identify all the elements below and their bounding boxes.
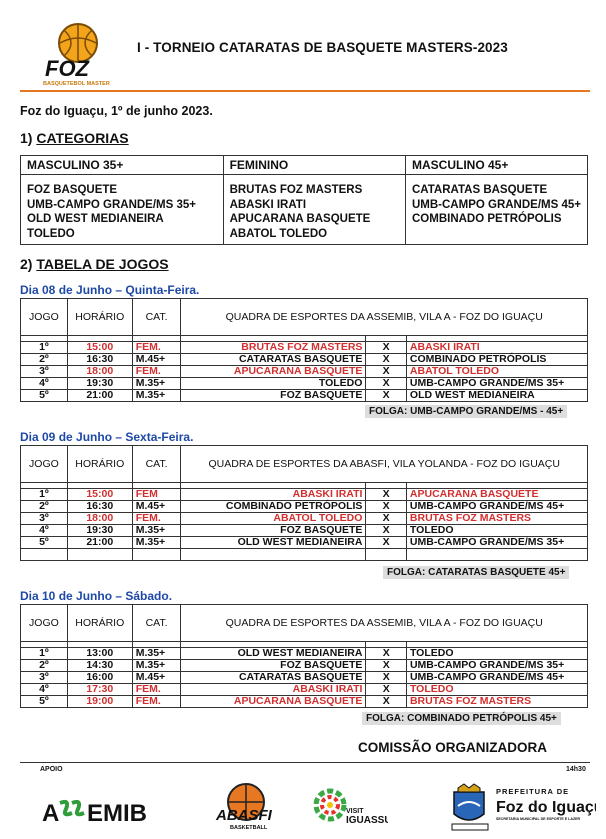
games-header-row (21, 605, 588, 642)
column-header-jogo: JOGO (21, 446, 68, 483)
game-time: 21:00 (67, 537, 132, 549)
game-number: 5º (21, 696, 68, 708)
games-header-row (21, 446, 588, 483)
versus-mark: X (366, 525, 407, 537)
game-number: 1º (21, 342, 68, 354)
game-time: 18:00 (67, 366, 132, 378)
away-team: APUCARANA BASQUETE (406, 489, 587, 501)
games-table (20, 445, 588, 561)
assemib-logo (40, 795, 165, 827)
game-row (21, 513, 588, 525)
game-number: 1º (21, 648, 68, 660)
iguassu-text: IGUASSU (346, 815, 388, 826)
game-row (21, 501, 588, 513)
away-team: UMB-CAMPO GRANDE/MS 35+ (406, 660, 587, 672)
away-team: TOLEDO (406, 525, 587, 537)
column-header-horario: HORÁRIO (67, 605, 132, 642)
team-name: CATARATAS BASQUETE (411, 184, 548, 196)
column-header-cat: CAT. (132, 605, 181, 642)
home-team: COMBINADO PETRÓPOLIS (181, 501, 366, 513)
versus-mark: X (366, 672, 407, 684)
game-time: 18:00 (67, 513, 132, 525)
game-row (21, 684, 588, 696)
team-name: OLD WEST MEDIANEIRA (27, 213, 164, 225)
game-row (21, 342, 588, 354)
versus-mark: X (366, 684, 407, 696)
day-title: Dia 09 de Junho – Sexta-Feira. (20, 430, 194, 444)
game-number: 5º (21, 390, 68, 402)
away-team: OLD WEST MEDIANEIRA (406, 390, 587, 402)
home-team: ABASKI IRATI (181, 489, 366, 501)
game-time: 17:30 (67, 684, 132, 696)
logo-text: FOZ (45, 56, 89, 81)
visit-text: VISIT (346, 808, 364, 815)
game-time: 15:00 (67, 489, 132, 501)
section-title: TABELA DE JOGOS (36, 256, 169, 272)
column-header-horario: HORÁRIO (67, 446, 132, 483)
games-table (20, 604, 588, 708)
footer-divider (20, 762, 590, 763)
footer-time: 14h30 (566, 766, 586, 773)
games-table (20, 298, 588, 402)
versus-mark: X (366, 501, 407, 513)
logo-subtext: BASQUETEBOL MASTER (43, 81, 110, 87)
home-team: TOLEDO (181, 378, 366, 390)
visit-iguassu-logo (308, 783, 388, 833)
game-row (21, 696, 588, 708)
folga-label: FOLGA: COMBINADO PETRÓPOLIS 45+ (362, 712, 561, 725)
home-team: CATARATAS BASQUETE (181, 672, 366, 684)
column-header-cat: CAT. (132, 299, 181, 336)
venue-header: QUADRA DE ESPORTES DA ASSEMIB, VILA A - FOZ DO IGUAÇU (181, 299, 588, 336)
away-team: COMBINADO PETRÓPOLIS (406, 354, 587, 366)
section-tabela (20, 256, 169, 272)
day-title: Dia 08 de Junho – Quinta-Feira. (20, 283, 200, 297)
venue-header: QUADRA DE ESPORTES DA ABASFI, VILA YOLANDA - FOZ DO IGUAÇU (181, 446, 588, 483)
team-name: UMB-CAMPO GRANDE/MS 35+ (27, 198, 197, 211)
team-name: FOZ BASQUETE (27, 184, 118, 196)
blank-cell (181, 549, 366, 561)
home-team: OLD WEST MEDIANEIRA (181, 537, 366, 549)
game-number: 2º (21, 660, 68, 672)
section-number: 1) (20, 130, 33, 146)
games-header-row (21, 299, 588, 336)
team-name: APUCARANA BASQUETE (229, 213, 371, 225)
game-category: M.35+ (132, 537, 181, 549)
blank-cell (67, 549, 132, 561)
game-time: 14:30 (67, 660, 132, 672)
away-team: ABASKI IRATI (406, 342, 587, 354)
game-category: M.45+ (132, 501, 181, 513)
away-team: UMB-CAMPO GRANDE/MS 45+ (406, 501, 587, 513)
abasfi-text: ABASFI (216, 807, 272, 824)
game-time: 21:00 (67, 390, 132, 402)
blank-cell (366, 549, 407, 561)
home-team: FOZ BASQUETE (181, 660, 366, 672)
page-title: I - TORNEIO CATARATAS DE BASQUETE MASTERS-2023 (137, 40, 508, 55)
game-category: FEM. (132, 513, 181, 525)
home-team: BRUTAS FOZ MASTERS (181, 342, 366, 354)
versus-mark: X (366, 537, 407, 549)
game-row (21, 672, 588, 684)
game-category: M.35+ (132, 378, 181, 390)
home-team: ABATOL TOLEDO (181, 513, 366, 525)
home-team: FOZ BASQUETE (181, 390, 366, 402)
header-divider (20, 90, 590, 92)
away-team: UMB-CAMPO GRANDE/MS 35+ (406, 378, 587, 390)
game-number: 4º (21, 525, 68, 537)
home-team: CATARATAS BASQUETE (181, 354, 366, 366)
game-time: 16:30 (67, 501, 132, 513)
away-team: BRUTAS FOZ MASTERS (406, 513, 587, 525)
column-header-jogo: JOGO (21, 605, 68, 642)
game-category: M.35+ (132, 390, 181, 402)
home-team: ABASKI IRATI (181, 684, 366, 696)
blank-cell (132, 549, 181, 561)
game-category: M.35+ (132, 525, 181, 537)
game-row (21, 390, 588, 402)
game-time: 16:30 (67, 354, 132, 366)
venue-header: QUADRA DE ESPORTES DA ASSEMIB, VILA A - FOZ DO IGUAÇU (181, 605, 588, 642)
team-name: ABATOL TOLEDO (229, 227, 328, 240)
game-time: 13:00 (67, 648, 132, 660)
prefeitura-logo (450, 782, 596, 834)
blank-row (21, 549, 588, 561)
versus-mark: X (366, 354, 407, 366)
comissao-organizadora: COMISSÃO ORGANIZADORA (358, 740, 547, 755)
game-category: FEM. (132, 342, 181, 354)
game-category: M.45+ (132, 354, 181, 366)
folga-label: FOLGA: CATARATAS BASQUETE 45+ (383, 566, 569, 579)
versus-mark: X (366, 696, 407, 708)
versus-mark: X (366, 390, 407, 402)
game-number: 3º (21, 366, 68, 378)
game-row (21, 354, 588, 366)
team-name: ABASKI IRATI (229, 198, 307, 211)
folga-label: FOLGA: UMB-CAMPO GRANDE/MS - 45+ (365, 405, 567, 418)
game-number: 2º (21, 354, 68, 366)
game-category: M.35+ (132, 660, 181, 672)
apoio-label: APOIO (40, 766, 63, 773)
home-team: FOZ BASQUETE (181, 525, 366, 537)
game-row (21, 525, 588, 537)
game-category: FEM. (132, 696, 181, 708)
game-number: 2º (21, 501, 68, 513)
game-number: 3º (21, 513, 68, 525)
versus-mark: X (366, 378, 407, 390)
home-team: OLD WEST MEDIANEIRA (181, 648, 366, 660)
game-number: 5º (21, 537, 68, 549)
categories-table (20, 155, 588, 245)
game-time: 16:00 (67, 672, 132, 684)
abasfi-subtext: BASKETBALL (230, 825, 268, 831)
game-row (21, 378, 588, 390)
column-header-jogo: JOGO (21, 299, 68, 336)
game-time: 15:00 (67, 342, 132, 354)
game-row (21, 489, 588, 501)
team-name: TOLEDO (27, 227, 75, 240)
blank-cell (21, 549, 68, 561)
prefeitura-name: Foz do Iguaçu (496, 799, 596, 816)
away-team: ABATOL TOLEDO (406, 366, 587, 378)
game-number: 3º (21, 672, 68, 684)
away-team: TOLEDO (406, 684, 587, 696)
team-name: BRUTAS FOZ MASTERS (229, 184, 363, 196)
svg-text:A: A (42, 800, 60, 827)
foz-basquete-logo (38, 18, 118, 88)
section-title: CATEGORIAS (36, 130, 129, 146)
game-row (21, 648, 588, 660)
away-team: UMB-CAMPO GRANDE/MS 35+ (406, 537, 587, 549)
game-category: M.35+ (132, 648, 181, 660)
prefeitura-top-text: PREFEITURA DE (496, 787, 570, 796)
blank-cell (406, 549, 587, 561)
game-row (21, 660, 588, 672)
category-teams (21, 175, 224, 245)
day-title: Dia 10 de Junho – Sábado. (20, 589, 173, 603)
category-teams (223, 175, 405, 245)
category-header: MASCULINO 45+ (405, 156, 587, 175)
game-category: FEM. (132, 684, 181, 696)
game-number: 4º (21, 378, 68, 390)
versus-mark: X (366, 342, 407, 354)
game-number: 1º (21, 489, 68, 501)
game-time: 19:00 (67, 696, 132, 708)
away-team: UMB-CAMPO GRANDE/MS 45+ (406, 672, 587, 684)
game-time: 19:30 (67, 378, 132, 390)
column-header-cat: CAT. (132, 446, 181, 483)
game-row (21, 537, 588, 549)
away-team: BRUTAS FOZ MASTERS (406, 696, 587, 708)
versus-mark: X (366, 489, 407, 501)
game-row (21, 366, 588, 378)
column-header-horario: HORÁRIO (67, 299, 132, 336)
home-team: APUCARANA BASQUETE (181, 366, 366, 378)
away-team: TOLEDO (406, 648, 587, 660)
assemib-text: EMIB (87, 800, 147, 827)
game-category: FEM (132, 489, 181, 501)
game-number: 4º (21, 684, 68, 696)
versus-mark: X (366, 513, 407, 525)
home-team: APUCARANA BASQUETE (181, 696, 366, 708)
game-category: FEM. (132, 366, 181, 378)
section-number: 2) (20, 256, 33, 272)
section-categorias (20, 130, 129, 146)
prefeitura-subtext: SECRETARIA MUNICIPAL DE ESPORTE E LAZER (496, 817, 581, 821)
game-time: 19:30 (67, 525, 132, 537)
category-teams (405, 175, 587, 245)
category-header: FEMININO (223, 156, 405, 175)
game-category: M.45+ (132, 672, 181, 684)
versus-mark: X (366, 660, 407, 672)
date-line: Foz do Iguaçu, 1º de junho 2023. (20, 104, 213, 118)
category-header: MASCULINO 35+ (21, 156, 224, 175)
versus-mark: X (366, 648, 407, 660)
abasfi-logo (208, 780, 283, 832)
team-name: COMBINADO PETRÓPOLIS (411, 213, 562, 225)
versus-mark: X (366, 366, 407, 378)
team-name: UMB-CAMPO GRANDE/MS 45+ (411, 198, 581, 211)
